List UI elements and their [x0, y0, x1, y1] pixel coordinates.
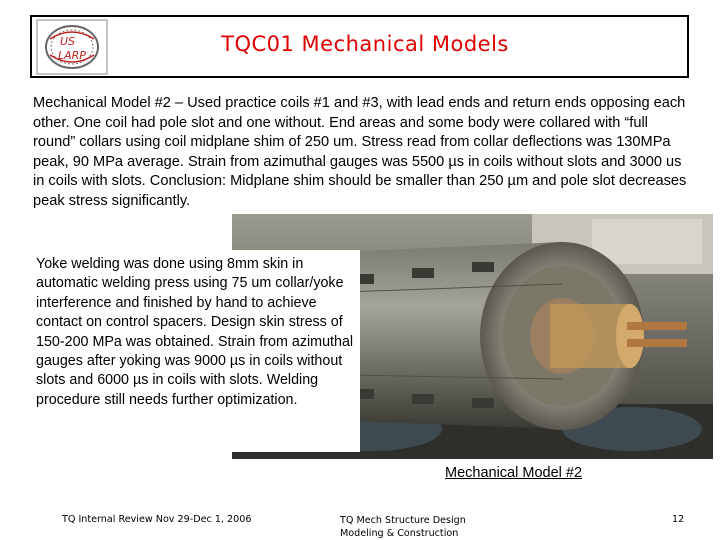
footer-topic-line1: TQ Mech Structure Design	[340, 515, 466, 526]
side-text-box	[30, 250, 360, 452]
svg-text:US: US	[60, 35, 76, 48]
side-paragraph: Yoke welding was done using 8mm skin in automatic welding press using 75 um collar/yoke interference and finished by hand to achieve contact on control spacers. Design skin stress of 150-200 MPa was obtained. Strain from azimuthal gauges after yoking was 9000 µs in coils without slots and 6000 µs in coils with slots. Welding procedure still needs further optimization.	[36, 256, 354, 408]
footer-topic-line2: Modeling & Construction	[340, 528, 459, 539]
photo-caption: Mechanical Model #2	[445, 465, 583, 481]
slide-title: TQC01 Mechanical Models	[221, 32, 509, 56]
svg-text:LARP: LARP	[58, 49, 86, 62]
page-number: 12	[672, 514, 685, 525]
us-larp-logo	[36, 19, 108, 75]
main-paragraph: Mechanical Model #2 – Used practice coils #1 and #3, with lead ends and return ends opposing each other. One coil had pole slot and one without. End areas and some body were collared with “full round” collars using coil midplane shim of 250 um. Stress read from collar deflections was 130MPa peak, 90 MPa average. Strain from azimuthal gauges was 5500 µs in coils without slots and 3000 us in coils with slots. Conclusion: Midplane shim should be smaller than 250 µm and pole slot decreases peak stress significantly.	[33, 95, 687, 209]
footer-event: TQ Internal Review Nov 29-Dec 1, 2006	[62, 514, 252, 525]
footer-topic	[340, 514, 480, 540]
